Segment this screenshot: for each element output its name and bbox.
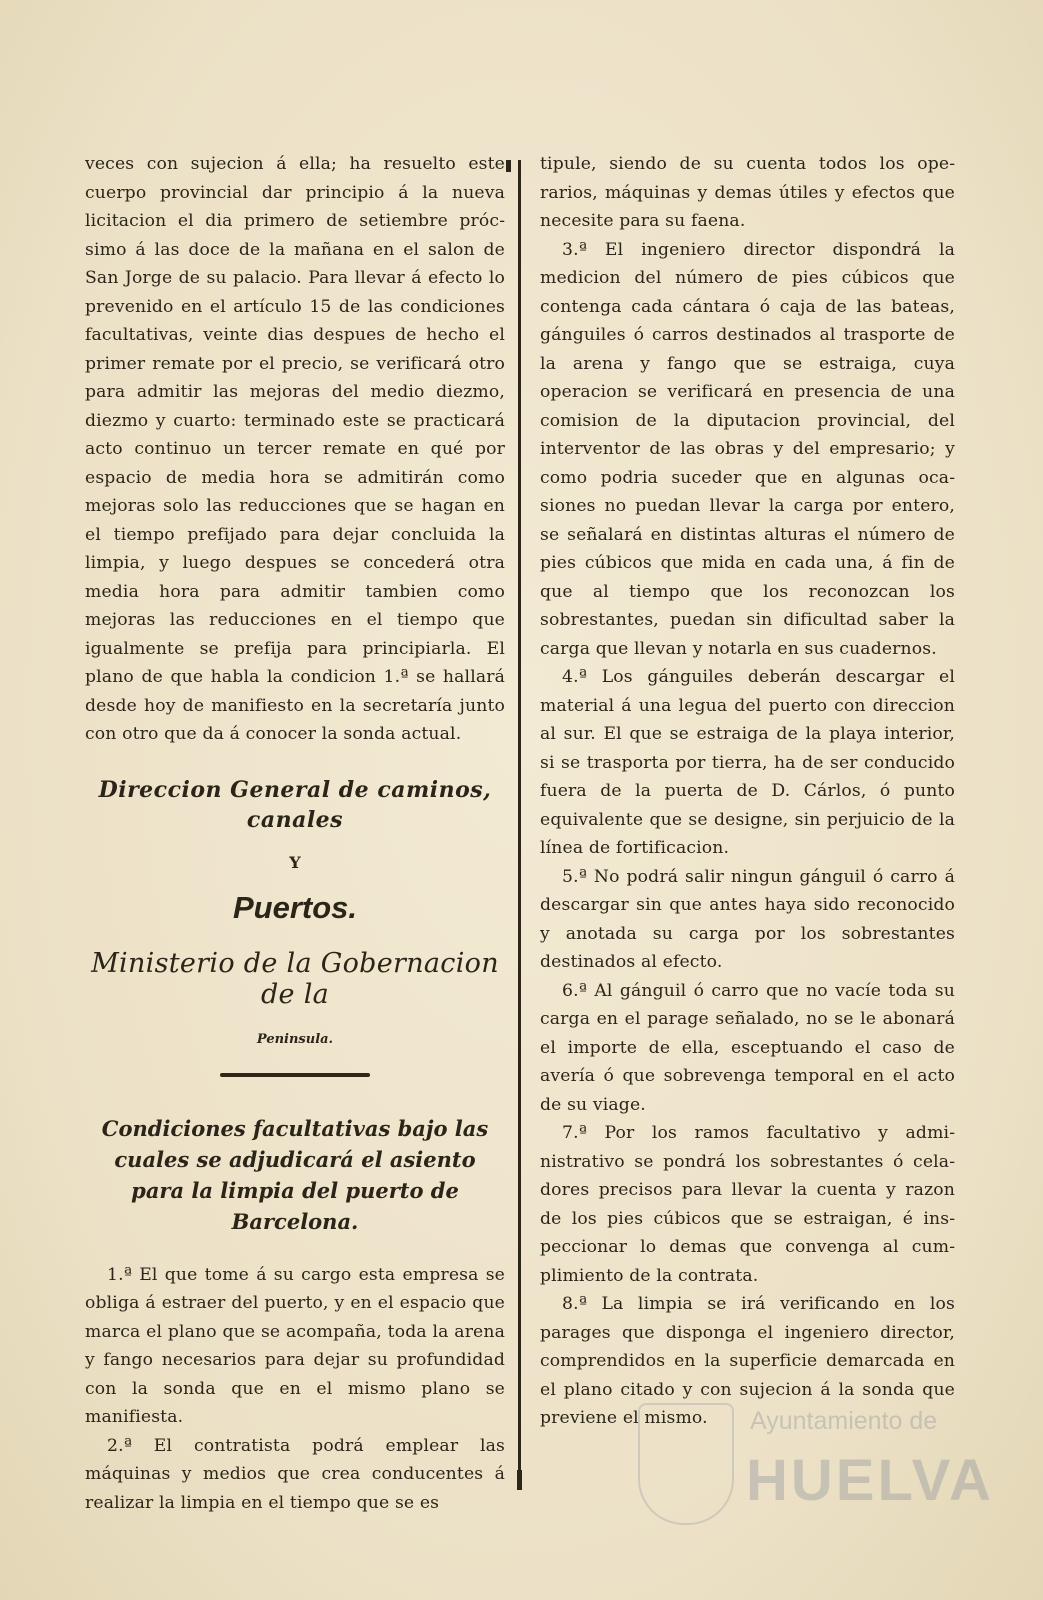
clause-5: 5.ª No podrá salir ningun gánguil ó carro á descargar sin que antes haya sido reconocido y anotada su carga por los sobrestantes destinados al efecto. [540,866,955,972]
heading-peninsula: Peninsula. [256,1031,334,1047]
clause-4: 4.ª Los gánguiles deberán descargar el material á una legua del puerto con direccion al sur. El que se estraiga de la playa interior, si se trasporta por tierra, ha de ser conducido fuera de la puerta de D. Cárlos, ó punto equivalente que se designe, sin perjuicio de la línea de fortificacion. [540,667,955,858]
heading-y: Y [289,852,301,872]
clause-6: 6.ª Al gánguil ó carro que no vacíe toda su carga en el parage señalado, no se le abonará el importe de ella, esceptuando el caso de avería ó que sobrevenga temporal en el acto de su viage. [540,980,955,1115]
conditions-subtitle: Condiciones facultativas bajo las cuales se adjudicará el asiento para la limpia del puerto de Barcelona. [101,1115,489,1234]
clause-3: 3.ª El ingeniero director dispondrá la medicion del número de pies cúbicos que contenga cada cántara ó caja de las bateas, gánguiles ó carros destinados al trasporte de la arena y fango que se estraiga, cuya operacion se verificará en presencia de una comision de la diputacion provincial, del interventor de las obras y del empresario; y como podria suceder que en algunas ocasiones no puedan llevar la carga por entero, se señalará en distintas alturas el número de pies cúbicos que mida en cada una, á fin de que al tiempo que los reconozcan los sobrestantes, puedan sin dificultad saber la carga que llevan y notarla en sus cuadernos. [540,239,955,659]
watermark-line2: HUELVA [746,1448,994,1513]
clause-1: 1.ª El que tome á su cargo esta empresa se obliga á estraer del puerto, y en el espacio que marca el plano que se acompaña, toda la arena y fango necesarios para dejar su profundidad con la sonda que en el mismo plano se manifiesta. [85,1264,505,1427]
intro-paragraph: veces con sujecion á ella; ha resuelto este cuerpo provincial dar principio á la nueva licitacion el dia primero de setiembre prócsimo á las doce de la mañana en el salon de San Jorge de su palacio. Para llevar á efecto lo prevenido en el artículo 15 de las condiciones facultativas, veinte dias despues de hecho el primer remate por el precio, se verificará otro para admitir las mejoras del medio diezmo, diezmo y cuarto: terminado este se practicará acto continuo un tercer remate en qué por espacio de media hora se admitirán como mejoras solo las reducciones que se hagan en el tiempo prefijado para dejar concluida la limpia, y luego despues se concederá otra media hora para admitir tambien como mejoras las reducciones en el tiempo que igualmente se prefija para principiarla. El plano de que habla la condicion 1.ª se hallará desde hoy de manifiesto en la secretaría junto con otro que da á conocer la sonda actual. [85,154,505,744]
column-divider-rule [518,160,521,1490]
watermark-line1: Ayuntamiento de [750,1407,938,1435]
left-column [85,150,505,1517]
watermark-logo [620,1395,994,1545]
heading-puertos: Puertos. [232,889,358,925]
heading-direccion: Direccion General de caminos, canales [98,776,492,833]
clause-8: 8.ª La limpia se irá verificando en los parages que disponga el ingeniero director, comprendidos en la superficie demarcada en el plano citado y con sujecion á la sonda que previene el mismo. [540,1294,955,1428]
heading-ministerio: Ministerio de la Gobernacion de la [91,947,499,1010]
clause-2-continuation: tipule, siendo de su cuenta todos los operarios, máquinas y demas útiles y efectos que necesite para su faena. [540,154,955,231]
right-column [540,150,955,1433]
coat-of-arms-icon [638,1403,734,1525]
clause-2: 2.ª El contratista podrá emplear las máquinas y medios que crea conducentes á realizar la limpia en el tiempo que se es [85,1435,505,1513]
ornament-divider [220,1073,370,1077]
column-rule-top [506,160,511,172]
clause-7: 7.ª Por los ramos facultativo y administrativo se pondrá los sobrestantes ó celadores precisos para llevar la cuenta y razon de los pies cúbicos que se estraigan, é inspeccionar lo demas que convenga al cumplimiento de la contrata. [540,1123,955,1286]
column-rule-bottom [517,1470,522,1490]
